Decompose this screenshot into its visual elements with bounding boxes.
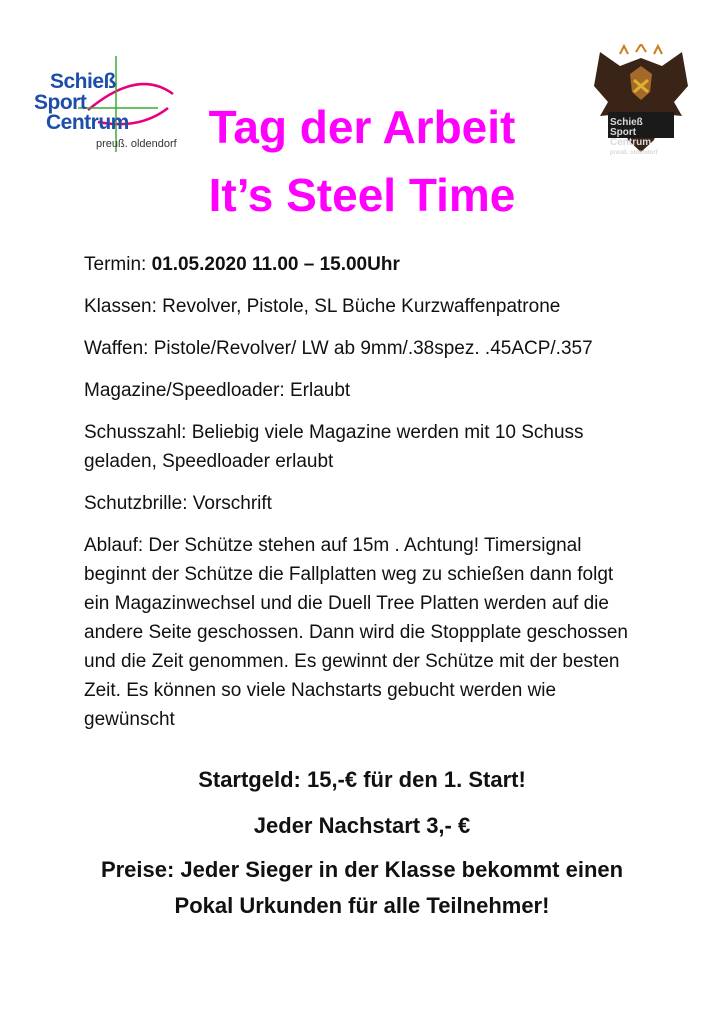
page-title: Tag der Arbeit [208,101,516,153]
preise-line1: Preise: Jeder Sieger in der Klasse bekommt einen [100,857,624,882]
termin-label: Termin: [84,254,152,275]
emblem-text-line3: Centrum [610,137,652,148]
waffen-line: Waffen: Pistole/Revolver/ LW ab 9mm/.38spez. .45ACP/.357 [84,338,593,359]
schusszahl-line: Schusszahl: Beliebig viele Magazine werden mit 10 Schuss geladen, Speedloader erlaubt [84,422,584,472]
logo-text-line2: Sport [34,91,87,114]
termin-line [84,250,664,279]
startgeld-line: Startgeld: 15,-€ für den 1. Start! [198,767,526,792]
preise-line2: Pokal Urkunden für alle Teilnehmer! [174,893,550,918]
logo-subtitle: preuß. oldendorf [96,138,177,150]
emblem-text-line2: Sport [610,127,637,138]
page-subtitle: It’s Steel Time [208,169,516,221]
logo-text-line3: Centrum [46,111,129,134]
klassen-line: Klassen: Revolver, Pistole, SL Büche Kurzwaffenpatrone [84,296,561,317]
ablauf-paragraph: Ablauf: Der Schütze stehen auf 15m . Achtung! Timersignal beginnt der Schütze die Fallplatten weg zu schießen dann folgt ein Magazinwechsel und die Duell Tree Platten werden auf die andere Seite geschossen. Dann wird die Stoppplate geschossen und die Zeit genommen. Es gewinnt der Schütze mit der besten Zeit. Es können so viele Nachstarts gebucht werden wie gewünscht [84,535,628,730]
event-details [84,250,664,747]
termin-value: 01.05.2020 11.00 – 15.00Uhr [151,254,400,275]
logo-text-line1: Schieß [50,70,116,93]
emblem-text-line1: Schieß [610,117,643,128]
schutzbrille-line: Schutzbrille: Vorschrift [84,493,272,514]
nachstart-line: Jeder Nachstart 3,- € [253,813,471,838]
magazine-line: Magazine/Speedloader: Erlaubt [84,380,351,401]
emblem-text-line4: preuß. oldendorf [610,150,658,156]
